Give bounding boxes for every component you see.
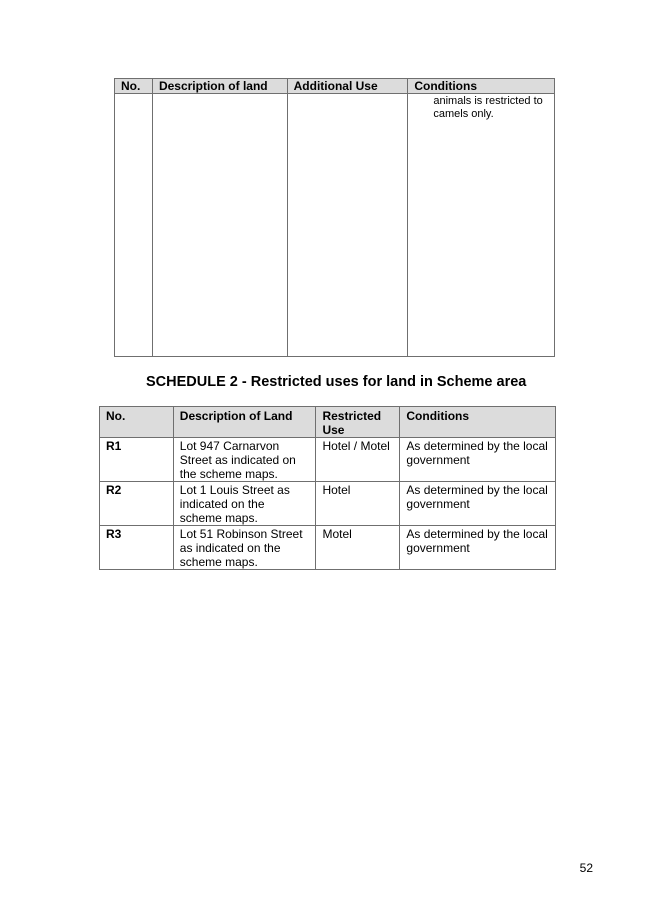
conditions-text: animals is restricted to camels only. (433, 95, 543, 120)
schedule-2-title: SCHEDULE 2 - Restricted uses for land in Scheme area (146, 374, 527, 390)
page-number: 52 (579, 861, 593, 875)
header-restricted-use: Restricted Use (316, 407, 400, 438)
table-row (100, 482, 556, 526)
cell-conditions: As determined by the local government (400, 438, 556, 482)
cell-no: R2 (100, 482, 174, 526)
table-header-row (100, 407, 556, 438)
table-row (100, 526, 556, 570)
table-header-row (115, 79, 555, 94)
header-conditions: Conditions (408, 79, 555, 94)
table-row (115, 94, 555, 357)
cell-conditions: As determined by the local government (400, 482, 556, 526)
header-description: Description of land (152, 79, 287, 94)
cell-no: R1 (100, 438, 174, 482)
cell-additional-use (287, 94, 408, 357)
cell-description: Lot 51 Robinson Street as indicated on the scheme maps. (173, 526, 316, 570)
cell-restricted-use: Motel (316, 526, 400, 570)
cell-restricted-use: Hotel (316, 482, 400, 526)
cell-no: R3 (100, 526, 174, 570)
header-additional-use: Additional Use (287, 79, 408, 94)
cell-conditions (408, 94, 555, 357)
schedule2-table (99, 406, 556, 570)
header-conditions: Conditions (400, 407, 556, 438)
header-description: Description of Land (173, 407, 316, 438)
schedule1-continuation-table (114, 78, 555, 357)
cell-description: Lot 1 Louis Street as indicated on the scheme maps. (173, 482, 316, 526)
header-no: No. (100, 407, 174, 438)
cell-restricted-use: Hotel / Motel (316, 438, 400, 482)
cell-conditions: As determined by the local government (400, 526, 556, 570)
header-no: No. (115, 79, 153, 94)
cell-description (152, 94, 287, 357)
table-row (100, 438, 556, 482)
cell-no (115, 94, 153, 357)
cell-description: Lot 947 Carnarvon Street as indicated on the scheme maps. (173, 438, 316, 482)
